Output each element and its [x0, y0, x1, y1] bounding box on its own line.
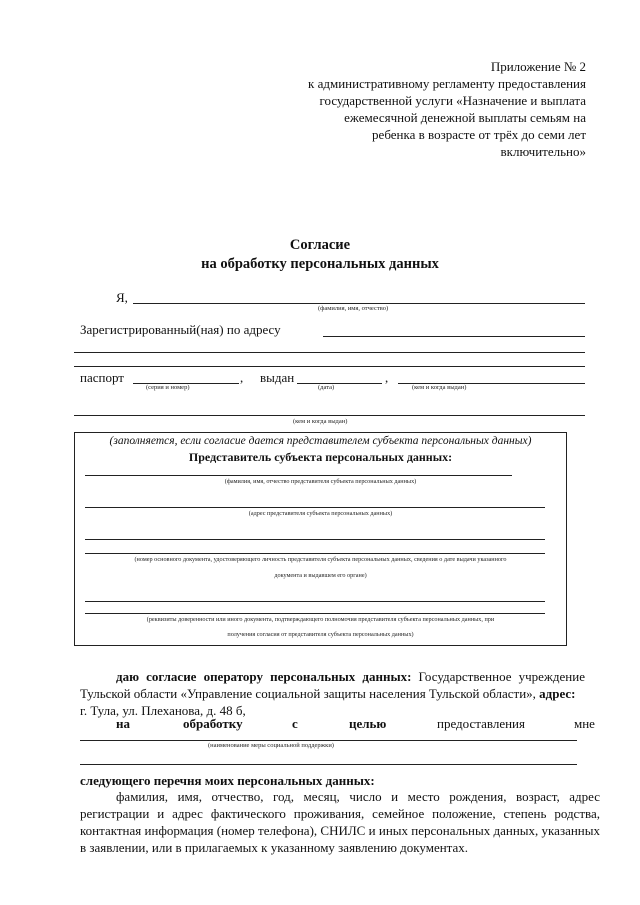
representative-box — [74, 432, 567, 646]
comma: , — [240, 370, 244, 385]
representative-address-caption: (адрес представителя субъекта персональных данных) — [248, 510, 393, 517]
address-label: Зарегистрированный(ная) по адресу — [80, 322, 281, 337]
support-measure-field[interactable] — [80, 740, 577, 741]
fio-field[interactable] — [133, 303, 585, 304]
representative-power-caption: (реквизиты доверенности или иного документа, подтверждающего полномочия представителя субъекта персональных данных, при — [146, 616, 495, 623]
list-heading: следующего перечня моих персональных данных: — [80, 773, 375, 788]
purpose-word-na: на — [116, 716, 130, 731]
comma: , — [385, 370, 389, 385]
purpose-word-provision: предоставления — [437, 716, 525, 731]
address-label-bold: адрес: — [535, 686, 576, 701]
consent-line-1 — [116, 668, 585, 685]
ya-label: Я, — [116, 290, 128, 305]
list-line: фамилия, имя, отчество, год, месяц, число и место рождения, возраст, адрес — [116, 789, 600, 804]
representative-doc-field-line-2[interactable] — [85, 553, 545, 554]
issued-date-field[interactable] — [297, 383, 382, 384]
passport-label: паспорт — [80, 370, 124, 385]
representative-address-field[interactable] — [85, 507, 545, 508]
passport-series-caption: (серия и номер) — [146, 384, 190, 391]
purpose-word-s: с — [292, 716, 298, 731]
representative-power-field[interactable] — [85, 601, 545, 602]
list-line: регистрации и адрес фактического проживания, семейное положение, степень родства, — [80, 806, 600, 821]
document-subtitle: на обработку персональных данных — [201, 256, 439, 272]
operator-name-end: Тульской области «Управление социальной защиты населения Тульской области», — [80, 686, 536, 701]
representative-heading: Представитель субъекта персональных данных: — [188, 450, 453, 464]
appendix-line: ежемесячной денежной выплаты семьям на — [344, 110, 586, 125]
issued-by-caption-2: (кем и когда выдан) — [293, 418, 348, 425]
address-field-line-2[interactable] — [74, 352, 585, 353]
issued-by-caption: (кем и когда выдан) — [412, 384, 467, 391]
representative-note: (заполняется, если согласие дается представителем субъекта персональных данных) — [109, 435, 532, 447]
representative-power-caption-2: получения согласия от представителя субъекта персональных данных) — [227, 631, 414, 638]
appendix-line: включительно» — [500, 144, 586, 159]
appendix-line: Приложение № 2 — [490, 59, 586, 74]
purpose-word-me: мне — [574, 716, 595, 731]
list-line: контактная информация (номер телефона), СНИЛС и иных персональных данных, указанных — [80, 823, 600, 838]
representative-doc-field[interactable] — [85, 539, 545, 540]
purpose-word-goal: целью — [349, 716, 387, 731]
consent-line-2 — [80, 685, 576, 702]
appendix-line: ребенка в возрасте от трёх до семи лет — [372, 127, 586, 142]
operator-name-start: Государственное учреждение — [411, 669, 585, 684]
operator-address: г. Тула, ул. Плеханова, д. 48 б, — [80, 703, 246, 718]
issued-label: выдан — [260, 370, 295, 385]
appendix-line: к административному регламенту предоставления — [308, 76, 586, 91]
representative-fio-caption: (фамилия, имя, отчество представителя субъекта персональных данных) — [224, 478, 417, 485]
support-measure-caption: (наименование меры социальной поддержки) — [208, 742, 334, 749]
purpose-word-processing: обработку — [183, 716, 243, 731]
representative-fio-field[interactable] — [85, 475, 512, 476]
representative-doc-caption-2: документа и выдавшем его органе) — [274, 572, 367, 579]
support-measure-field-line-2[interactable] — [80, 764, 577, 765]
address-field[interactable] — [323, 336, 585, 337]
representative-doc-caption: (номер основного документа, удостоверяющего личность представителя субъекта персональных данных, сведения о дате выдачи указанного — [134, 556, 507, 563]
consent-lead: даю согласие оператору персональных данных: — [116, 669, 412, 684]
representative-power-field-line-2[interactable] — [85, 613, 545, 614]
appendix-line: государственной услуги «Назначение и выплата — [319, 93, 586, 108]
document-title: Согласие — [289, 237, 351, 253]
appendix-header — [308, 58, 586, 160]
fio-caption: (фамилия, имя, отчество) — [318, 305, 389, 312]
issued-by-field-line-2[interactable] — [74, 415, 585, 416]
issued-date-caption: (дата) — [318, 384, 335, 391]
address-field-line-3[interactable] — [74, 366, 585, 367]
list-line: в заявлении, или в прилагаемых к указанному заявлению документах. — [80, 840, 469, 855]
